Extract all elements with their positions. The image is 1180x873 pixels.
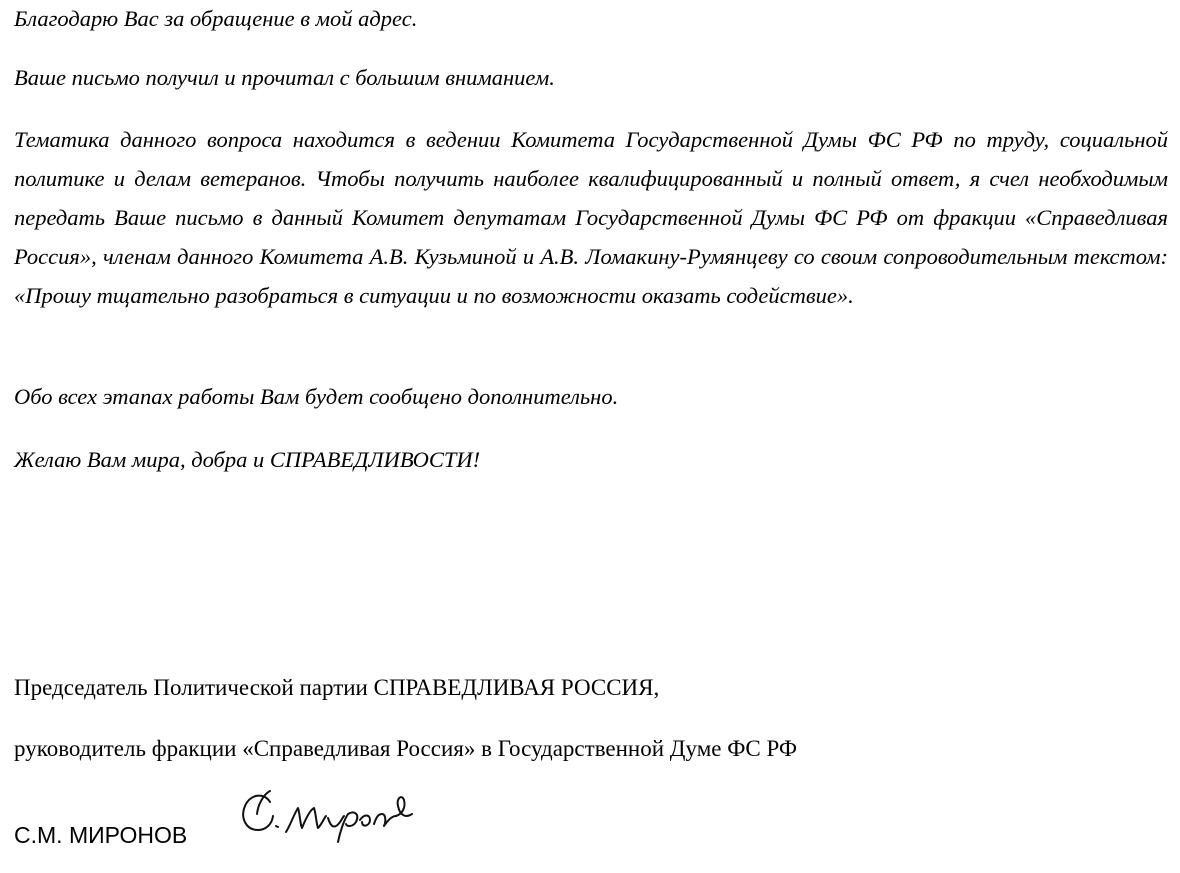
handwritten-signature	[236, 784, 421, 846]
signatory-title-line-1: Председатель Политической партии СПРАВЕДЛИВАЯ РОССИЯ,	[14, 675, 660, 700]
paragraph-updates: Обо всех этапах работы Вам будет сообщено дополнительно.	[14, 384, 619, 409]
paragraph-wishes: Желаю Вам мира, добра и СПРАВЕДЛИВОСТИ!	[14, 447, 481, 472]
signatory-title-line-2: руководитель фракции «Справедливая Россия» в Государственной Думе ФС РФ	[14, 736, 798, 761]
paragraph-committee: Тематика данного вопроса находится в ведении Комитета Государственной Думы ФС РФ по труду, социальной политике и делам ветеранов. Чтобы получить наиболее квалифицированный и полный ответ, я счел необходимым передать Ваше письмо в данный Комитет депутатам Государственной Думы ФС РФ от фракции «Справедливая Россия», членам данного Комитета А.В. Кузьминой и А.В. Ломакину-Румянцеву со своим сопроводительным текстом: «Прошу тщательно разобраться в ситуации и по возможности оказать содействие».	[14, 127, 1168, 308]
signatory-name: С.М. МИРОНОВ	[14, 822, 188, 848]
paragraph-thanks: Благодарю Вас за обращение в мой адрес.	[14, 6, 418, 31]
paragraph-received: Ваше письмо получил и прочитал с большим вниманием.	[14, 65, 555, 90]
